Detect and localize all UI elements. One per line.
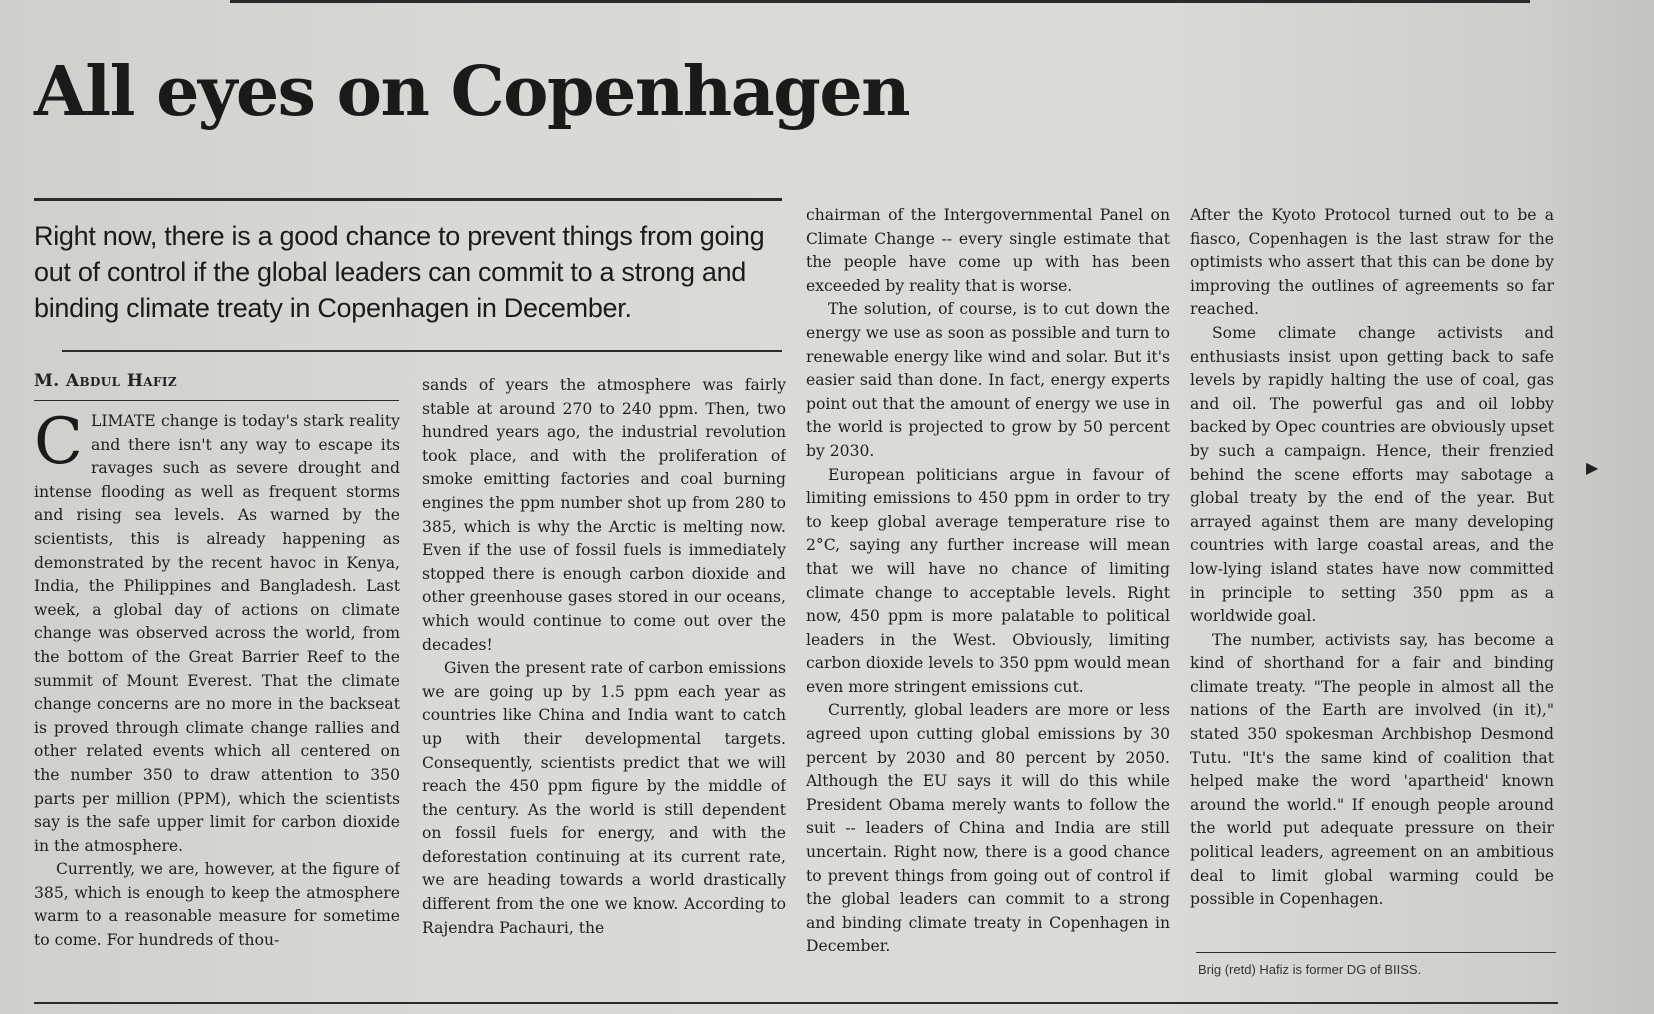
bottom-rule (34, 1002, 1558, 1004)
credit-rule (1196, 952, 1556, 953)
byline-rule (34, 400, 399, 401)
paragraph: Currently, we are, however, at the figure of 385, which is enough to keep the atmosphere warm to a reasonable measure for sometime to come. For hundreds of thou- (34, 860, 400, 950)
paragraph (34, 410, 400, 858)
printer-mark-icon: ▶ (1586, 458, 1599, 477)
author-credit: Brig (retd) Hafiz is former DG of BIISS. (1198, 962, 1422, 977)
article-column-3 (806, 204, 1170, 994)
deck-top-rule (34, 198, 782, 201)
paragraph: Currently, global leaders are more or less agreed upon cutting global emissions by 30 percent by 2030 and 80 percent by 2050. Although the EU says it will do this while President Obama merely wants to follow the suit -- leaders of China and India are still uncertain. Right now, there is a good chance to prevent things from going out of control if the global leaders can commit to a strong and binding climate treaty in Copenhagen in December. (806, 701, 1170, 956)
paragraph-text: LIMATE change is today's stark reality and there isn't any way to escape its ravages such as severe drought and intense flooding as well as frequent storms and rising sea levels. As warned by the scientists, this is already happening as demonstrated by the recent havoc in Kenya, India, the Philippines and Bangladesh. Last week, a global day of actions on climate change was observed across the world, from the bottom of the Great Barrier Reef to the summit of Mount Everest. That the climate change concerns are no more in the backseat is proved through climate change rallies and other related events which all centered on the number 350 to draw attention to 350 parts per million (PPM), which the scientists say is the safe upper limit for carbon dioxide in the atmosphere. (34, 412, 400, 855)
paragraph: European politicians argue in favour of limiting emissions to 450 ppm in order to try to keep global average temperature rise to 2°C, saying any further increase will mean that we will have no chance of limiting climate change to acceptable levels. Right now, 450 ppm is more palatable to political leaders in the West. Obviously, limiting carbon dioxide levels to 350 ppm would mean even more stringent emissions cut. (806, 465, 1170, 696)
drop-cap: C (34, 410, 83, 479)
paragraph: The solution, of course, is to cut down the energy we use as soon as possible and turn to renewable energy like wind and solar. But it's easier said than done. In fact, energy experts point out that the amount of energy we use in the world is projected to grow by 50 percent by 2030. (806, 300, 1170, 460)
deck: Right now, there is a good chance to prevent things from going out of control if the global leaders can commit to a strong and binding climate treaty in Copenhagen in December. (34, 221, 765, 323)
headline: All eyes on Copenhagen (34, 52, 910, 132)
article-column-2 (422, 374, 786, 994)
deck-bottom-rule (62, 350, 782, 352)
byline: M. Abdul Hafiz (34, 371, 178, 391)
top-border-rule (230, 0, 1530, 3)
paragraph: Some climate change activists and enthusiasts insist upon getting back to safe levels by rapidly halting the use of coal, gas and oil. The powerful gas and oil lobby backed by Opec countries are obviously upset by such a campaign. Hence, their frenzied behind the scene efforts may sabotage a global treaty by the end of the year. But arrayed against them are many developing countries with large coastal areas, and the low-lying island states have now committed in principle to setting 350 ppm as a worldwide goal. (1190, 323, 1554, 626)
paragraph: Given the present rate of carbon emissions we are going up by 1.5 ppm each year as countries like China and India want to catch up with their developmental targets. Consequently, scientists predict that we will reach the 450 ppm figure by the middle of the century. As the world is still dependent on fossil fuels for energy, and with the deforestation continuing at its current rate, we are heading towards a world drastically different from the one we know. According to Rajendra Pachauri, the (422, 659, 786, 937)
article-column-4 (1190, 204, 1554, 946)
paragraph: The number, activists say, has become a kind of shorthand for a fair and binding climate treaty. "The people in almost all the nations of the Earth are involved (in it)," stated 350 spokesman Archbishop Desmond Tutu. "It's the same kind of coalition that helped make the word 'apartheid' known around the world." If enough people around the world put adequate pressure on their political leaders, agreement on an ambitious deal to limit global warming could be possible in Copenhagen. (1190, 630, 1554, 909)
article-column-1 (34, 410, 400, 1000)
paragraph: chairman of the Intergovernmental Panel on Climate Change -- every single estimate that the people have come up with has been exceeded by reality that is worse. (806, 206, 1170, 295)
paragraph: sands of years the atmosphere was fairly stable at around 270 to 240 ppm. Then, two hundred years ago, the industrial revolution took place, and with the proliferation of smoke emitting factories and coal burning engines the ppm number shot up from 280 to 385, which is why the Arctic is melting now. Even if the use of fossil fuels is immediately stopped there is enough carbon dioxide and other greenhouse gases stored in our oceans, which would continue to come out over the decades! (422, 376, 786, 654)
paragraph: After the Kyoto Protocol turned out to be a fiasco, Copenhagen is the last straw for the optimists who assert that this can be done by improving the outlines of agreements so far reached. (1190, 206, 1554, 319)
